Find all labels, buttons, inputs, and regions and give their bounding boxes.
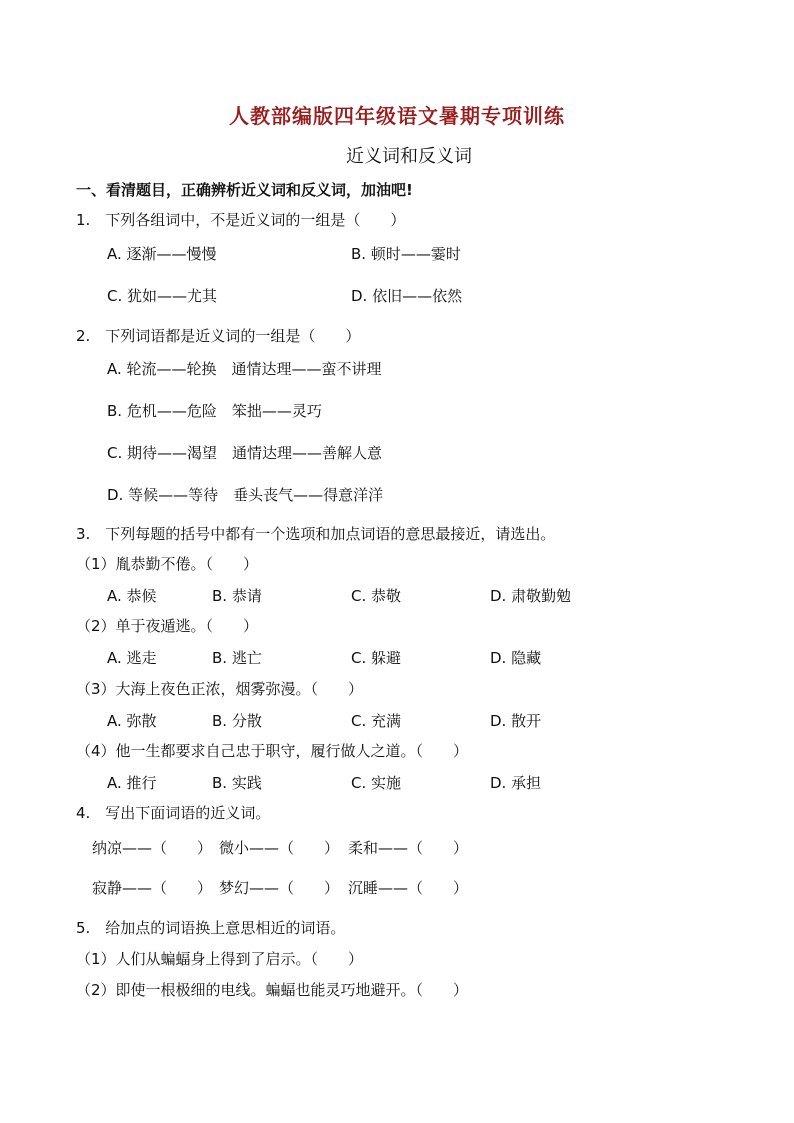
- question-5-stem: 5. 给加点的词语换上意思相近的词语。: [76, 919, 346, 937]
- question-4-item-6: 沉睡——（ ）: [348, 879, 469, 897]
- question-3-4-option-d: D. 承担: [490, 774, 542, 792]
- question-3-3-option-d: D. 散开: [490, 712, 542, 730]
- question-3-3-stem: （3）大海上夜色正浓，烟雾弥漫。（ ）: [76, 680, 364, 698]
- question-1-stem: 1. 下列各组词中，不是近义词的一组是（ ）: [76, 211, 406, 229]
- question-3-2-option-b: B. 逃亡: [212, 649, 262, 667]
- question-3-1-stem: （1）胤恭勤不倦。（ ）: [76, 555, 259, 573]
- question-1-option-c: C. 犹如——尤其: [107, 287, 218, 305]
- question-3-1-option-d: D. 肃敬勤勉: [490, 587, 572, 605]
- question-4-item-5: 梦幻——（ ）: [219, 879, 340, 897]
- question-4-item-3: 柔和——（ ）: [348, 839, 469, 857]
- question-3-4-option-c: C. 实施: [351, 774, 402, 792]
- question-3-4-option-b: B. 实践: [212, 774, 262, 792]
- question-3-1-option-a: A. 恭候: [107, 587, 157, 605]
- question-4-stem: 4. 写出下面词语的近义词。: [76, 804, 271, 822]
- question-2-option-a: A. 轮流——轮换 通情达理——蛮不讲理: [107, 360, 382, 378]
- question-1-option-d: D. 依旧——依然: [351, 287, 463, 305]
- question-2-stem: 2. 下列词语都是近义词的一组是（ ）: [76, 327, 361, 345]
- page-title: 人教部编版四年级语文暑期专项训练: [229, 104, 565, 128]
- page-subtitle: 近义词和反义词: [346, 146, 472, 167]
- question-3-2-stem: （2）单于夜遁逃。（ ）: [76, 617, 259, 635]
- question-1-option-a: A. 逐渐——慢慢: [107, 245, 217, 263]
- question-3-1-option-b: B. 恭请: [212, 587, 262, 605]
- question-2-option-b: B. 危机——危险 笨拙——灵巧: [107, 402, 322, 420]
- section-heading: 一、看清题目，正确辨析近义词和反义词，加油吧!: [76, 181, 413, 199]
- question-2-option-c: C. 期待——渴望 通情达理——善解人意: [107, 444, 383, 462]
- question-4-item-2: 微小——（ ）: [219, 839, 340, 857]
- question-3-4-stem: （4）他一生都要求自己忠于职守，履行做人之道。（ ）: [76, 742, 469, 760]
- question-3-3-option-c: C. 充满: [351, 712, 402, 730]
- question-1-option-b: B. 顿时——霎时: [351, 245, 461, 263]
- question-3-3-option-a: A. 弥散: [107, 712, 157, 730]
- question-3-2-option-a: A. 逃走: [107, 649, 157, 667]
- question-5-sentence-1: （1）人们从蝙蝠身上得到了启示。（ ）: [76, 950, 364, 968]
- question-2-option-d: D. 等候——等待 垂头丧气——得意洋洋: [107, 486, 384, 504]
- question-5-sentence-2: （2）即使一根极细的电线。蝙蝠也能灵巧地避开。（ ）: [76, 981, 469, 999]
- question-4-item-4: 寂静——（ ）: [92, 879, 213, 897]
- question-3-stem: 3. 下列每题的括号中都有一个选项和加点词语的意思最接近，请选出。: [76, 525, 556, 543]
- question-3-2-option-d: D. 隐藏: [490, 649, 542, 667]
- question-3-4-option-a: A. 推行: [107, 774, 157, 792]
- question-3-2-option-c: C. 躲避: [351, 649, 402, 667]
- question-4-item-1: 纳凉——（ ）: [92, 839, 213, 857]
- question-3-1-option-c: C. 恭敬: [351, 587, 402, 605]
- question-3-3-option-b: B. 分散: [212, 712, 262, 730]
